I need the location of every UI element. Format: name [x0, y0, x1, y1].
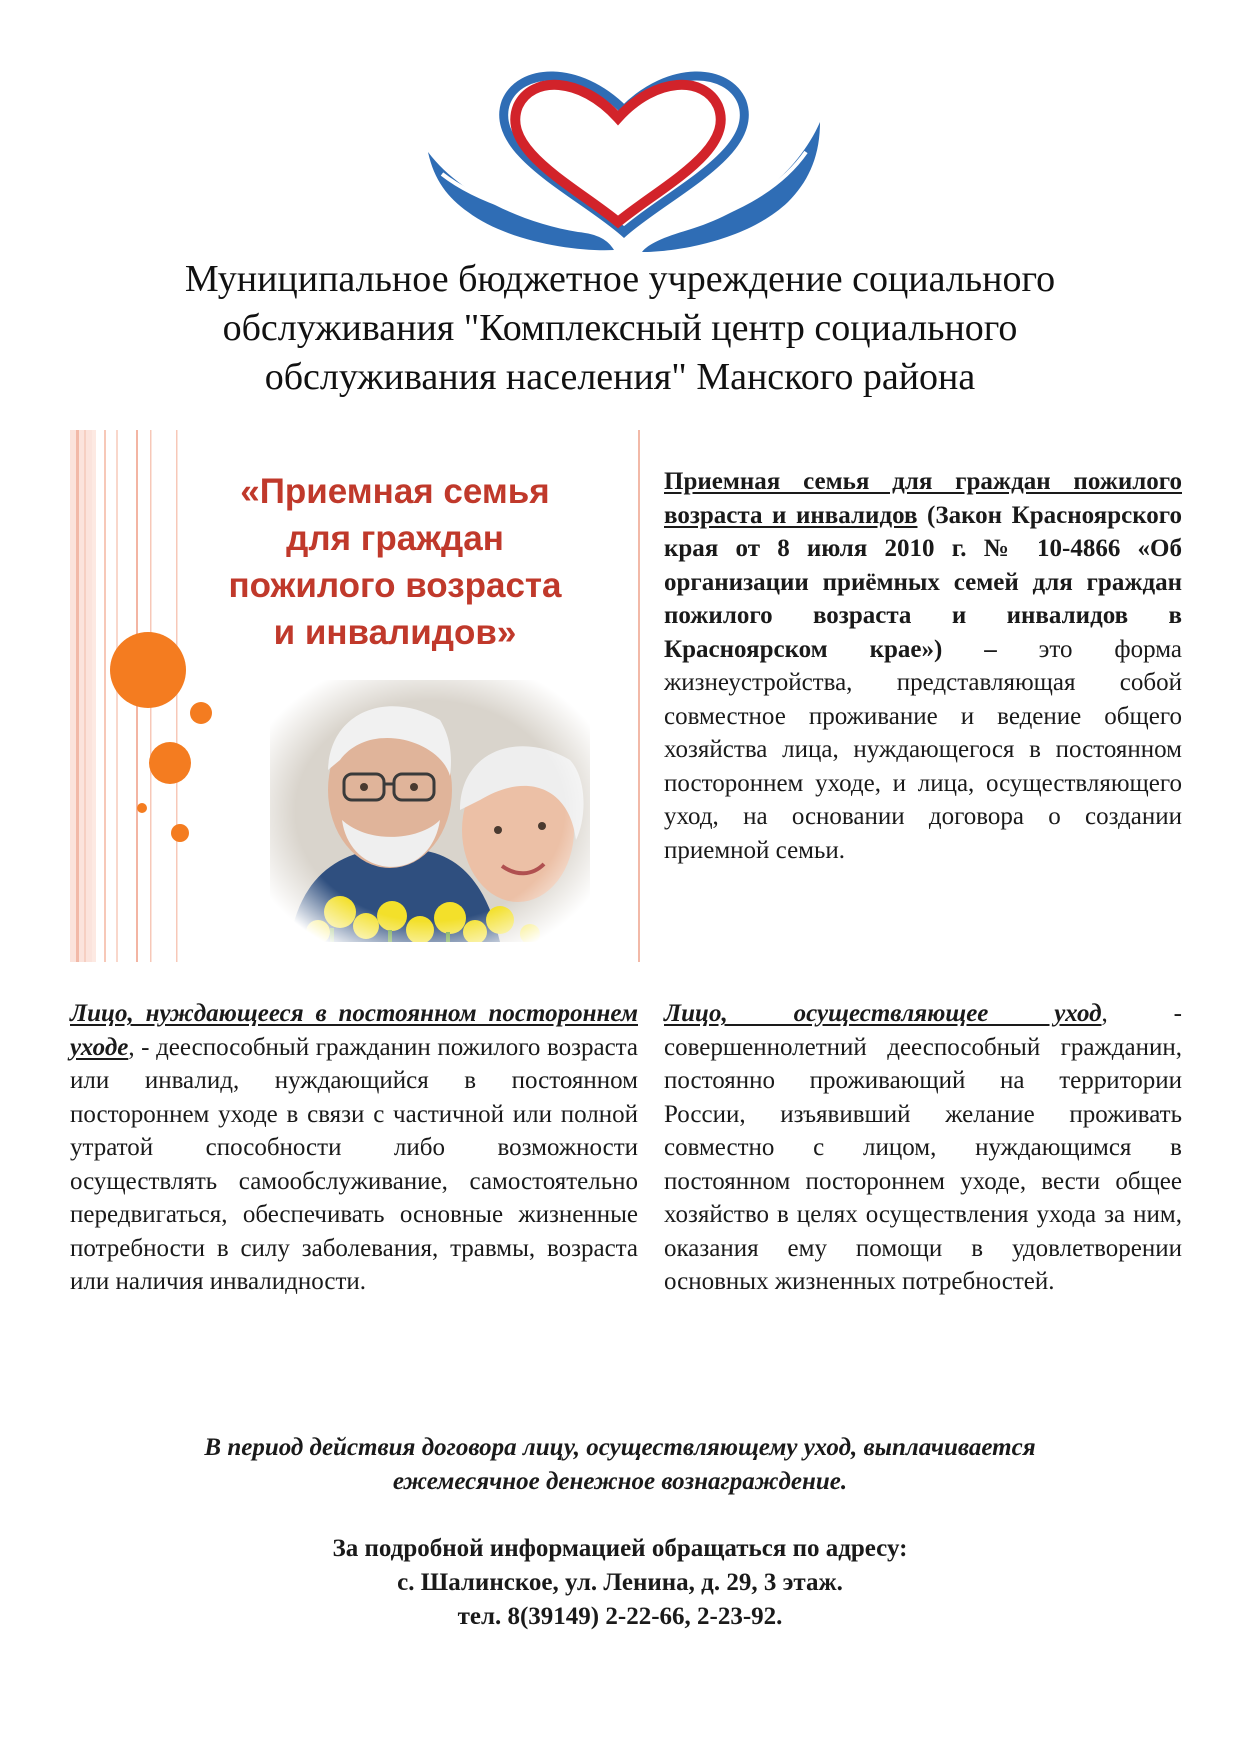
intro-term: Приемная семья для граждан пожилого возраста и инвалидов — [664, 468, 1182, 529]
poster-image — [70, 430, 642, 962]
contact-address: с. Шалинское, ул. Ленина, д. 29, 3 этаж. — [397, 1569, 843, 1596]
intro-law-reference: (Закон Красноярского края от 8 июля 2010 г. № 10-4866 «Об организации приёмных семей для граждан пожилого возраста и инвалидов в Красноярском крае») – — [664, 501, 1182, 663]
intro-paragraph — [664, 465, 1182, 867]
payment-note-line: В период действия договора лицу, осуществляющему уход, выплачивается — [204, 1434, 1036, 1461]
contact-info — [100, 1532, 1140, 1634]
orange-circle-icon — [149, 742, 191, 784]
intro-definition: это форма жизнеустройства, представляющая собой совместное проживание и ведение общего хозяйства лица, нуждающегося в постоянном постороннем уходе, и лица, осуществляющего уход, на основании договора о создании приемной семьи. — [664, 635, 1182, 864]
poster-title-line: и инвалидов» — [273, 613, 517, 652]
poster-title-line: для граждан — [286, 519, 504, 558]
person-in-need-paragraph — [70, 997, 638, 1299]
person-in-need-term: Лицо, нуждающееся в постоянном постороннем уходе — [70, 1000, 638, 1061]
payment-note-line: ежемесячное денежное вознаграждение. — [392, 1468, 848, 1495]
organization-title-line: Муниципальное бюджетное учреждение социального — [184, 258, 1056, 300]
logo-heart-hands-icon — [428, 62, 820, 254]
contact-heading: За подробной информацией обращаться по адресу: — [332, 1535, 908, 1562]
elderly-couple-photo — [270, 680, 590, 942]
caregiver-definition: , - совершеннолетний дееспособный гражданин, постоянно проживающий на территории России, изъявивший желание проживать совместно с лицом, нуждающимся в постоянном постороннем уходе, вести общее хозяйство в целях осуществления ухода за ним, оказания ему помощи в удовлетворении основных жизненных потребностей. — [664, 1000, 1183, 1295]
organization-title-line: обслуживания "Комплексный центр социального — [222, 307, 1018, 349]
caregiver-paragraph — [664, 997, 1182, 1299]
orange-circle-icon — [110, 632, 186, 708]
orange-circle-icon — [137, 803, 147, 813]
caregiver-term: Лицо, осуществляющее уход — [664, 1000, 1102, 1027]
poster-title-line: пожилого возраста — [228, 566, 562, 605]
organization-title-line: обслуживания населения" Манского района — [264, 356, 976, 398]
payment-note — [100, 1431, 1140, 1499]
organization-title — [100, 255, 1140, 402]
contact-phone: тел. 8(39149) 2-22-66, 2-23-92. — [457, 1603, 783, 1630]
orange-circle-icon — [190, 702, 212, 724]
person-in-need-definition: , - дееспособный гражданин пожилого возраста или инвалид, нуждающийся в постоянном постороннем уходе в связи с частичной или полной утратой способности либо возможности осуществлять самообслуживание, самостоятельно передвигаться, обеспечивать основные жизненные потребности в силу заболевания, травмы, возраста или наличия инвалидности. — [70, 1033, 638, 1295]
poster-title-line: «Приемная семья — [240, 472, 550, 511]
orange-circle-icon — [171, 824, 189, 842]
poster-title — [228, 468, 562, 656]
